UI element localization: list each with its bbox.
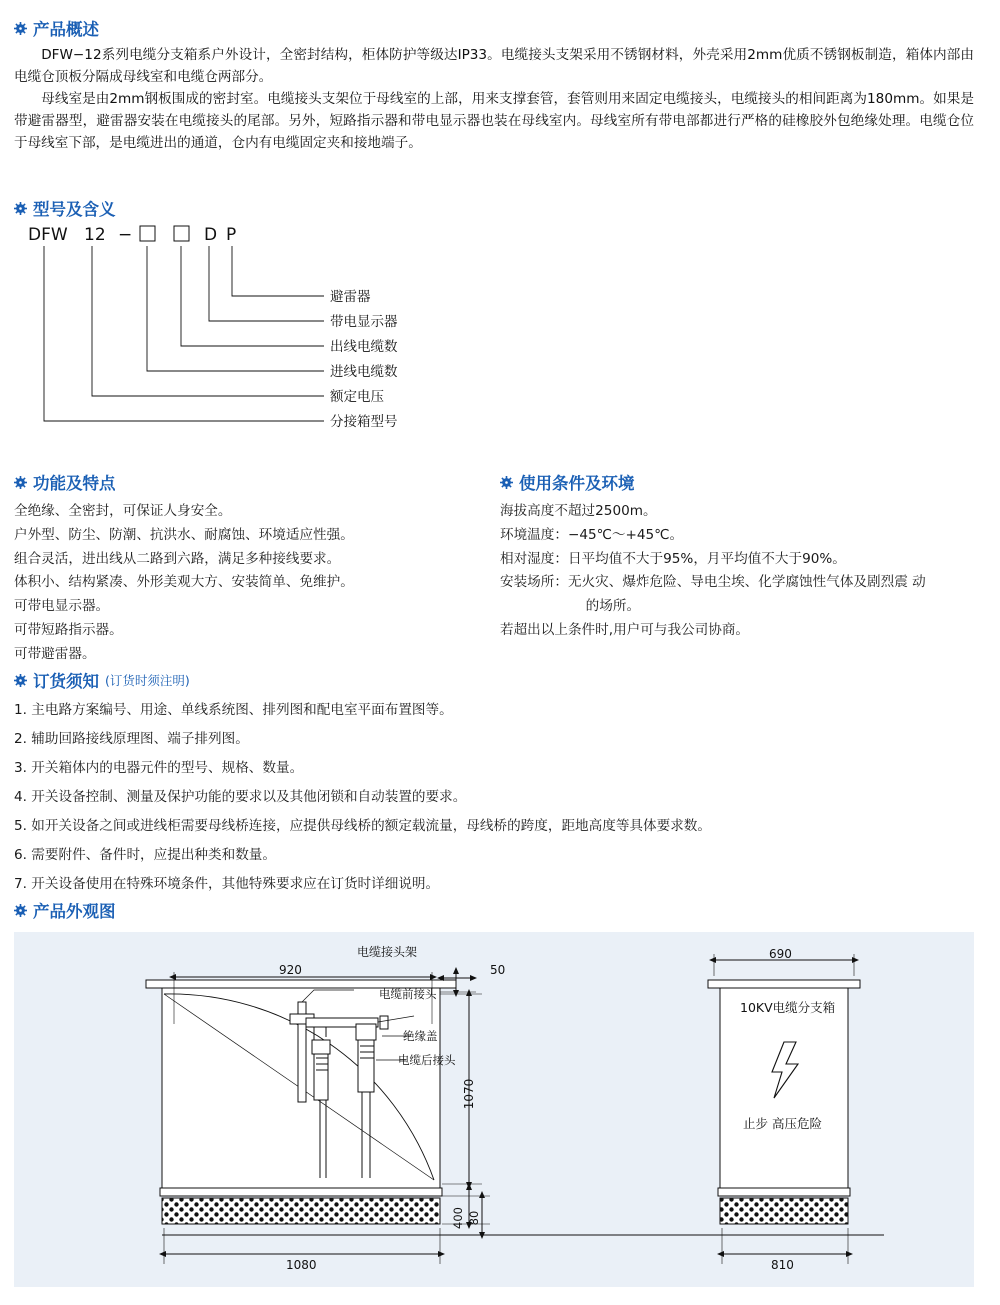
right-view-warning: 止步 高压危险: [743, 1116, 822, 1131]
model-part-dfw: DFW: [28, 225, 68, 245]
gear-icon: [14, 674, 27, 687]
feature-item: 户外型、防尘、防潮、抗洪水、耐腐蚀、环境适应性强。: [14, 526, 354, 543]
dim-1070: 1070: [462, 1078, 476, 1110]
section-heading-feature: [14, 470, 116, 494]
model-label-0: 避雷器: [330, 289, 371, 305]
condition-item: 安装场所：无火灾、爆炸危险、导电尘埃、化学腐蚀性气体及剧烈震 动: [500, 574, 926, 591]
model-part-d: D: [204, 225, 218, 245]
model-code-diagram: [14, 218, 514, 458]
feature-item: 可带短路指示器。: [14, 621, 123, 638]
feature-item: 组合灵活，进出线从二路到六路，满足多种接线要求。: [14, 550, 341, 567]
model-label-4: 额定电压: [330, 389, 384, 405]
model-part-box-1: [140, 226, 155, 241]
feature-item: 体积小、结构紧凑、外形美观大方、安装简单、免维护。: [14, 574, 354, 591]
order-notice-list: [14, 698, 974, 901]
model-label-1: 带电显示器: [330, 314, 398, 330]
right-view-title: 10KV电缆分支箱: [740, 1000, 836, 1015]
order-item: 4. 开关设备控制、测量及保护功能的要求以及其他闭锁和自动装置的要求。: [14, 789, 467, 805]
feature-item: 可带电显示器。: [14, 598, 110, 615]
section-heading-model: [14, 196, 116, 220]
gear-icon: [14, 22, 27, 35]
order-item: 3. 开关箱体内的电器元件的型号、规格、数量。: [14, 760, 304, 776]
order-item: 2. 辅助回路接线原理图、端子排列图。: [14, 731, 249, 747]
gear-icon: [500, 476, 513, 489]
dim-80: 80: [467, 1210, 481, 1226]
dim-810: 810: [771, 1258, 794, 1272]
order-item: 5. 如开关设备之间或进线柜需要母线桥连接，应提供母线桥的额定载流量，母线桥的跨度，距地高度等具体要求数。: [14, 818, 711, 834]
callout-front-joint: 电缆前接头: [379, 987, 437, 1001]
model-part-p: P: [226, 225, 237, 245]
callout-insulation-cover: 绝缘盖: [403, 1029, 438, 1043]
model-label-3: 进线电缆数: [330, 364, 398, 380]
section-title-overview: 产品概述: [33, 20, 99, 39]
feature-list: [14, 500, 484, 666]
model-label-2: 出线电缆数: [330, 339, 398, 355]
section-heading-condition: [500, 470, 635, 494]
section-heading-overview: [14, 16, 99, 40]
condition-item: 若超出以上条件时,用户可与我公司协商。: [500, 621, 750, 638]
dim-690: 690: [769, 947, 792, 961]
feature-item: 全绝缘、全密封，可保证人身安全。: [14, 503, 232, 519]
order-item: 7. 开关设备使用在特殊环境条件，其他特殊要求应在订货时详细说明。: [14, 876, 440, 892]
dim-920: 920: [279, 963, 302, 977]
section-title-feature: 功能及特点: [33, 474, 116, 493]
gear-icon: [14, 904, 27, 917]
section-note-order: (订货时须注明): [105, 673, 190, 688]
condition-list: [500, 500, 970, 643]
section-heading-outline: [14, 898, 116, 922]
overview-body: [14, 44, 974, 154]
dim-1080: 1080: [286, 1258, 317, 1272]
section-title-condition: 使用条件及环境: [519, 474, 635, 493]
condition-item: 相对湿度：日平均值不大于95%，月平均值不大于90%。: [500, 550, 846, 567]
condition-item: 环境温度：−45℃～+45℃。: [500, 526, 684, 543]
overview-paragraph-2: 母线室是由2mm钢板围成的密封室。电缆接头支架位于母线室的上部，用来支撑套管，套管则用来固定电缆接头，电缆接头的相间距离为180mm。如果是带避雷器型，避雷器安装在电缆接头的尾部。另外，短路指示器和带电显示器也装在母线室内。母线室所有带电部都进行严格的硅橡胶外包绝缘处理。电缆仓位于母线室下部，是电缆进出的通道，仓内有电缆固定夹和接地端子。: [14, 91, 974, 152]
section-heading-order: [14, 668, 190, 692]
section-title-model: 型号及含义: [33, 200, 116, 219]
order-item: 6. 需要附件、备件时，应提出种类和数量。: [14, 847, 276, 863]
overview-paragraph-1: DFW−12系列电缆分支箱系户外设计，全密封结构，柜体防护等级达IP33。电缆接头支架采用不锈钢材料，外壳采用2mm优质不锈钢板制造，箱体内部由电缆仓顶板分隔成母线室和电缆仓两部分。: [14, 47, 974, 86]
section-title-outline: 产品外观图: [33, 902, 116, 921]
callout-cable-joint-bracket: 电缆接头架: [357, 945, 418, 959]
product-outline-drawing: [14, 932, 974, 1287]
model-part-12: 12: [84, 225, 106, 245]
model-label-5: 分接箱型号: [330, 414, 398, 430]
gear-icon: [14, 202, 27, 215]
condition-item: 海拔高度不超过2500m。: [500, 503, 657, 519]
feature-item: 可带避雷器。: [14, 645, 96, 662]
model-part-box-2: [174, 226, 189, 241]
callout-rear-joint: 电缆后接头: [398, 1053, 456, 1067]
order-item: 1. 主电路方案编号、用途、单线系统图、排列图和配电室平面布置图等。: [14, 702, 453, 718]
model-part-dash: −: [118, 225, 133, 245]
dim-400: 400: [451, 1207, 465, 1229]
section-title-order: 订货须知: [33, 672, 99, 691]
gear-icon: [14, 476, 27, 489]
dim-50: 50: [490, 963, 506, 977]
condition-item-continued: 的场所。: [585, 598, 641, 615]
